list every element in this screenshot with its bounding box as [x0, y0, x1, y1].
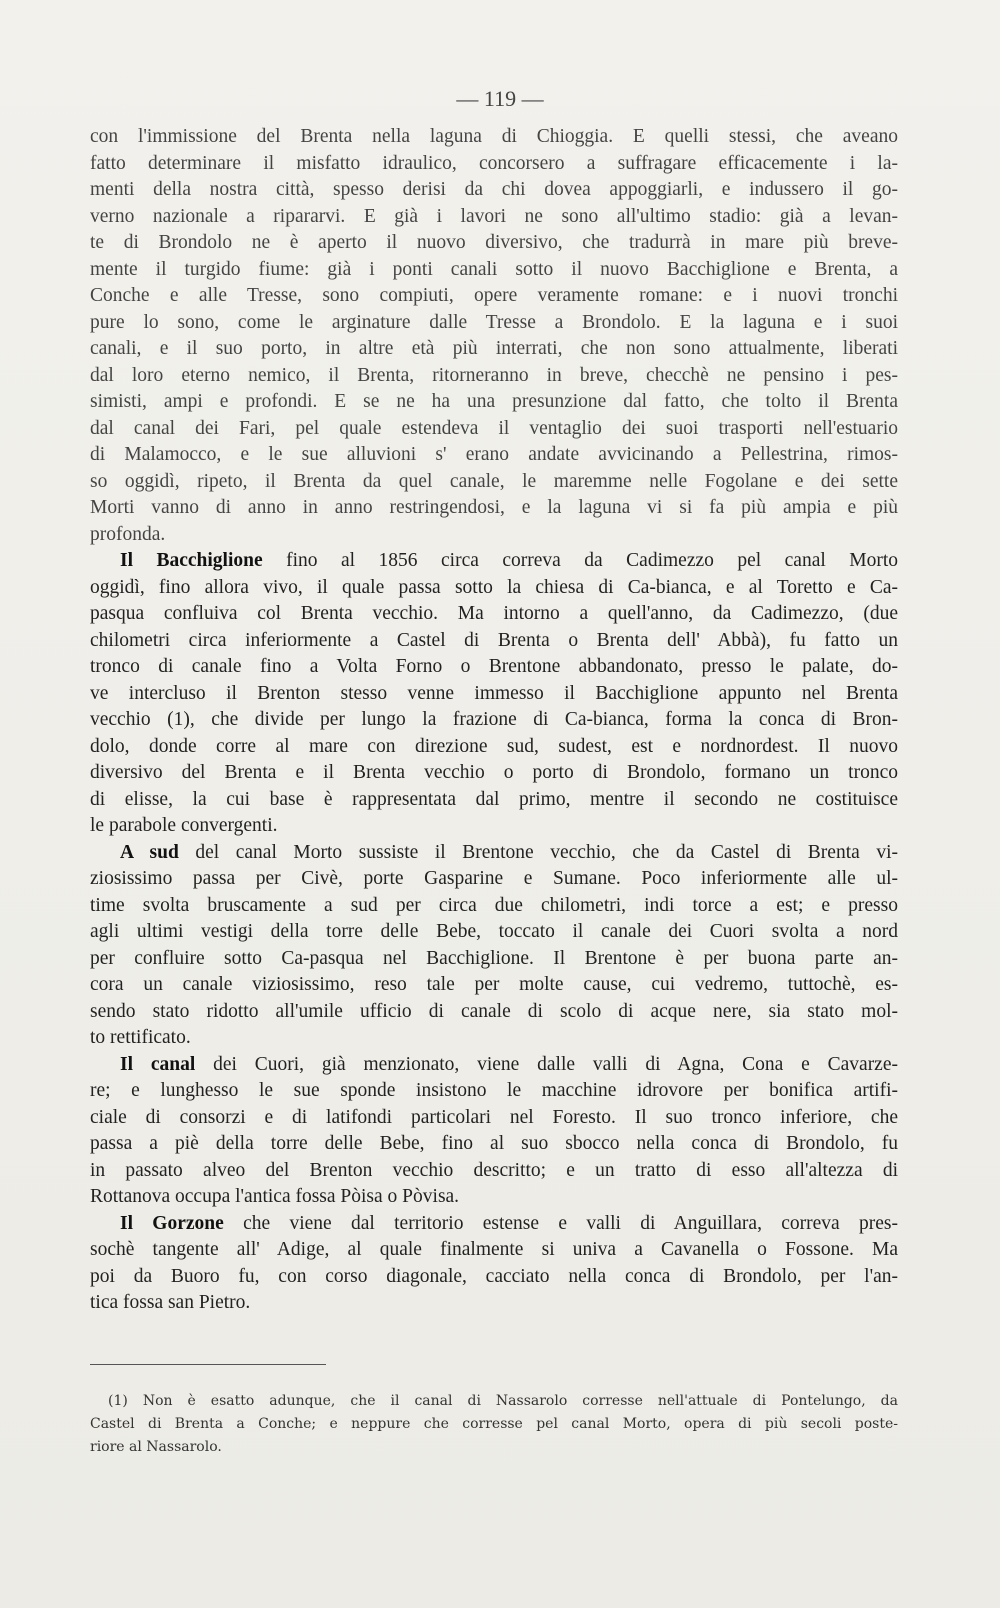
text-line: dolo, donde corre al mare con direzione sud, sudest, est e nordnordest. Il nuovo	[90, 735, 898, 757]
text-line: per confluire sotto Ca-pasqua nel Bacchiglione. Il Brentone è per buona parte an-	[90, 947, 898, 969]
text-line: sendo stato ridotto all'umile ufficio di canale di scolo di acque nere, sia stato mol-	[90, 1000, 898, 1022]
text-line: di elisse, la cui base è rappresentata dal primo, mentre il secondo ne costituisce	[90, 788, 898, 810]
text-line: ziosissimo passa per Civè, porte Gasparine e Sumane. Poco inferiormente alle ul-	[90, 868, 898, 889]
text-line: dal canal dei Fari, pel quale estendeva il ventaglio dei suoi trasporti nell'estuario	[90, 417, 898, 439]
text-line: verno nazionale a ripararvi. E già i lavori ne sono all'ultimo stadio: già a levan-	[90, 205, 898, 227]
text-line	[90, 840, 898, 867]
text-line: oggidì, fino allora vivo, il quale passa sotto la chiesa di Ca-bianca, e al Toretto e Ca-	[90, 576, 898, 598]
text-line: canali, e il suo porto, in altre età più interrati, che non sono attualmente, liberati	[90, 338, 898, 359]
text-line: profonda.	[90, 523, 166, 545]
text-line	[90, 1052, 898, 1079]
text-line: to rettificato.	[90, 1027, 191, 1048]
section-heading: Il Bacchiglione	[120, 550, 263, 571]
text-line: di Malamocco, e le sue alluvioni s' erano andate avvicinando a Pellestrina, rimos-	[90, 444, 898, 465]
footnote-line: Castel di Brenta a Conche; e neppure che corresse pel canal Morto, opera di più secoli poste-	[90, 1416, 898, 1432]
text-line: mente il turgido fiume: già i ponti canali sotto il nuovo Bacchiglione e Brenta, a	[90, 258, 898, 280]
text-line: so oggidì, ripeto, il Brenta da quel canale, le maremme nelle Fogolane e dei sette	[90, 470, 898, 492]
text-line: vecchio (1), che divide per lungo la frazione di Ca-bianca, forma la conca di Bron-	[90, 709, 898, 730]
text-line: time svolta bruscamente a sud per circa due chilometri, indi torce a est; e presso	[90, 894, 898, 916]
line-text: del canal Morto sussiste il Brentone vecchio, che da Castel di Brenta vi-	[178, 841, 898, 863]
footnote	[90, 1390, 898, 1459]
text-line: pure lo sono, come le arginature dalle Tresse a Brondolo. E la laguna e i suoi	[90, 311, 898, 333]
text-line: le parabole convergenti.	[90, 815, 278, 836]
text-line: Morti vanno di anno in anno restringendosi, e la laguna vi si fa più ampia e più	[90, 497, 898, 518]
text-line: re; e lunghesso le sue sponde insistono le macchine idrovore per bonifica artifi-	[90, 1080, 898, 1101]
line-text: dei Cuori, già menzionato, viene dalle valli di Agna, Cona e Cavarze-	[195, 1053, 898, 1075]
text-line: poi da Buoro fu, con corso diagonale, cacciato nella conca di Brondolo, per l'an-	[90, 1265, 898, 1287]
text-line: ciale di consorzi e di latifondi particolari nel Foresto. Il suo tronco inferiore, che	[90, 1106, 898, 1128]
text-line: te di Brondolo ne è aperto il nuovo diversivo, che tradurrà in mare più breve-	[90, 232, 898, 253]
text-line: sochè tangente all' Adige, al quale finalmente si univa a Cavanella o Fossone. Ma	[90, 1239, 898, 1260]
text-line: diversivo del Brenta e il Brenta vecchio o porto di Brondolo, formano un tronco	[90, 762, 898, 783]
text-line: fatto determinare il misfatto idraulico, concorsero a suffragare efficacemente i la-	[90, 152, 898, 174]
text-line: tica fossa san Pietro.	[90, 1292, 251, 1313]
text-line: dal loro eterno nemico, il Brenta, ritorneranno in breve, checchè ne pensino i pes-	[90, 364, 898, 386]
section-heading: A sud	[120, 841, 179, 863]
text-line: simisti, ampi e profondi. E se ne ha una presunzione dal fatto, che tolto il Brenta	[90, 391, 898, 412]
footnote-line: riore al Nassarolo.	[90, 1439, 222, 1455]
page-number: — 119 —	[456, 86, 544, 111]
line-text: che viene dal territorio estense e valli di Anguillara, correva pres-	[223, 1212, 898, 1234]
text-line: menti della nostra città, spesso derisi da chi dovea appoggiarli, e indussero il go-	[90, 179, 898, 200]
text-line	[90, 1211, 898, 1238]
text-line: ve intercluso il Brenton stesso venne immesso il Bacchiglione appunto nel Brenta	[90, 682, 898, 704]
text-line: tronco di canale fino a Volta Forno o Brentone abbandonato, presso le palate, do-	[90, 656, 898, 677]
body-text	[90, 124, 898, 1317]
line-text: fino al 1856 circa correva da Cadimezzo pel canal Morto	[262, 550, 899, 571]
text-line: con l'immissione del Brenta nella laguna di Chioggia. E quelli stessi, che aveano	[90, 126, 898, 147]
text-line: pasqua confluiva col Brenta vecchio. Ma intorno a quell'anno, da Cadimezzo, (due	[90, 603, 898, 624]
text-line: in passato alveo del Brenton vecchio descritto; e un tratto di esso all'altezza di	[90, 1159, 898, 1181]
footnote-rule	[90, 1364, 326, 1365]
text-line: cora un canale viziosissimo, reso tale per molte cause, cui vedremo, tuttochè, es-	[90, 974, 898, 995]
text-line	[90, 548, 898, 575]
text-line: Conche e alle Tresse, sono compiuti, opere veramente romane: e i nuovi tronchi	[90, 285, 898, 306]
text-line: agli ultimi vestigi della torre delle Bebe, toccato il canale dei Cuori svolta a nord	[90, 921, 898, 942]
section-heading: Il canal	[120, 1053, 196, 1075]
footnote-line: (1) Non è esatto adunque, che il canal di Nassarolo corresse nell'attuale di Pontelungo, da	[108, 1393, 898, 1409]
text-line: chilometri circa inferiormente a Castel di Brenta o Brenta dell' Abbà), fu fatto un	[90, 629, 898, 651]
section-heading: Il Gorzone	[120, 1212, 224, 1234]
text-line: Rottanova occupa l'antica fossa Pòisa o Pòvisa.	[90, 1186, 460, 1207]
text-line: passa a piè della torre delle Bebe, fino al suo sbocco nella conca di Brondolo, fu	[90, 1133, 898, 1154]
